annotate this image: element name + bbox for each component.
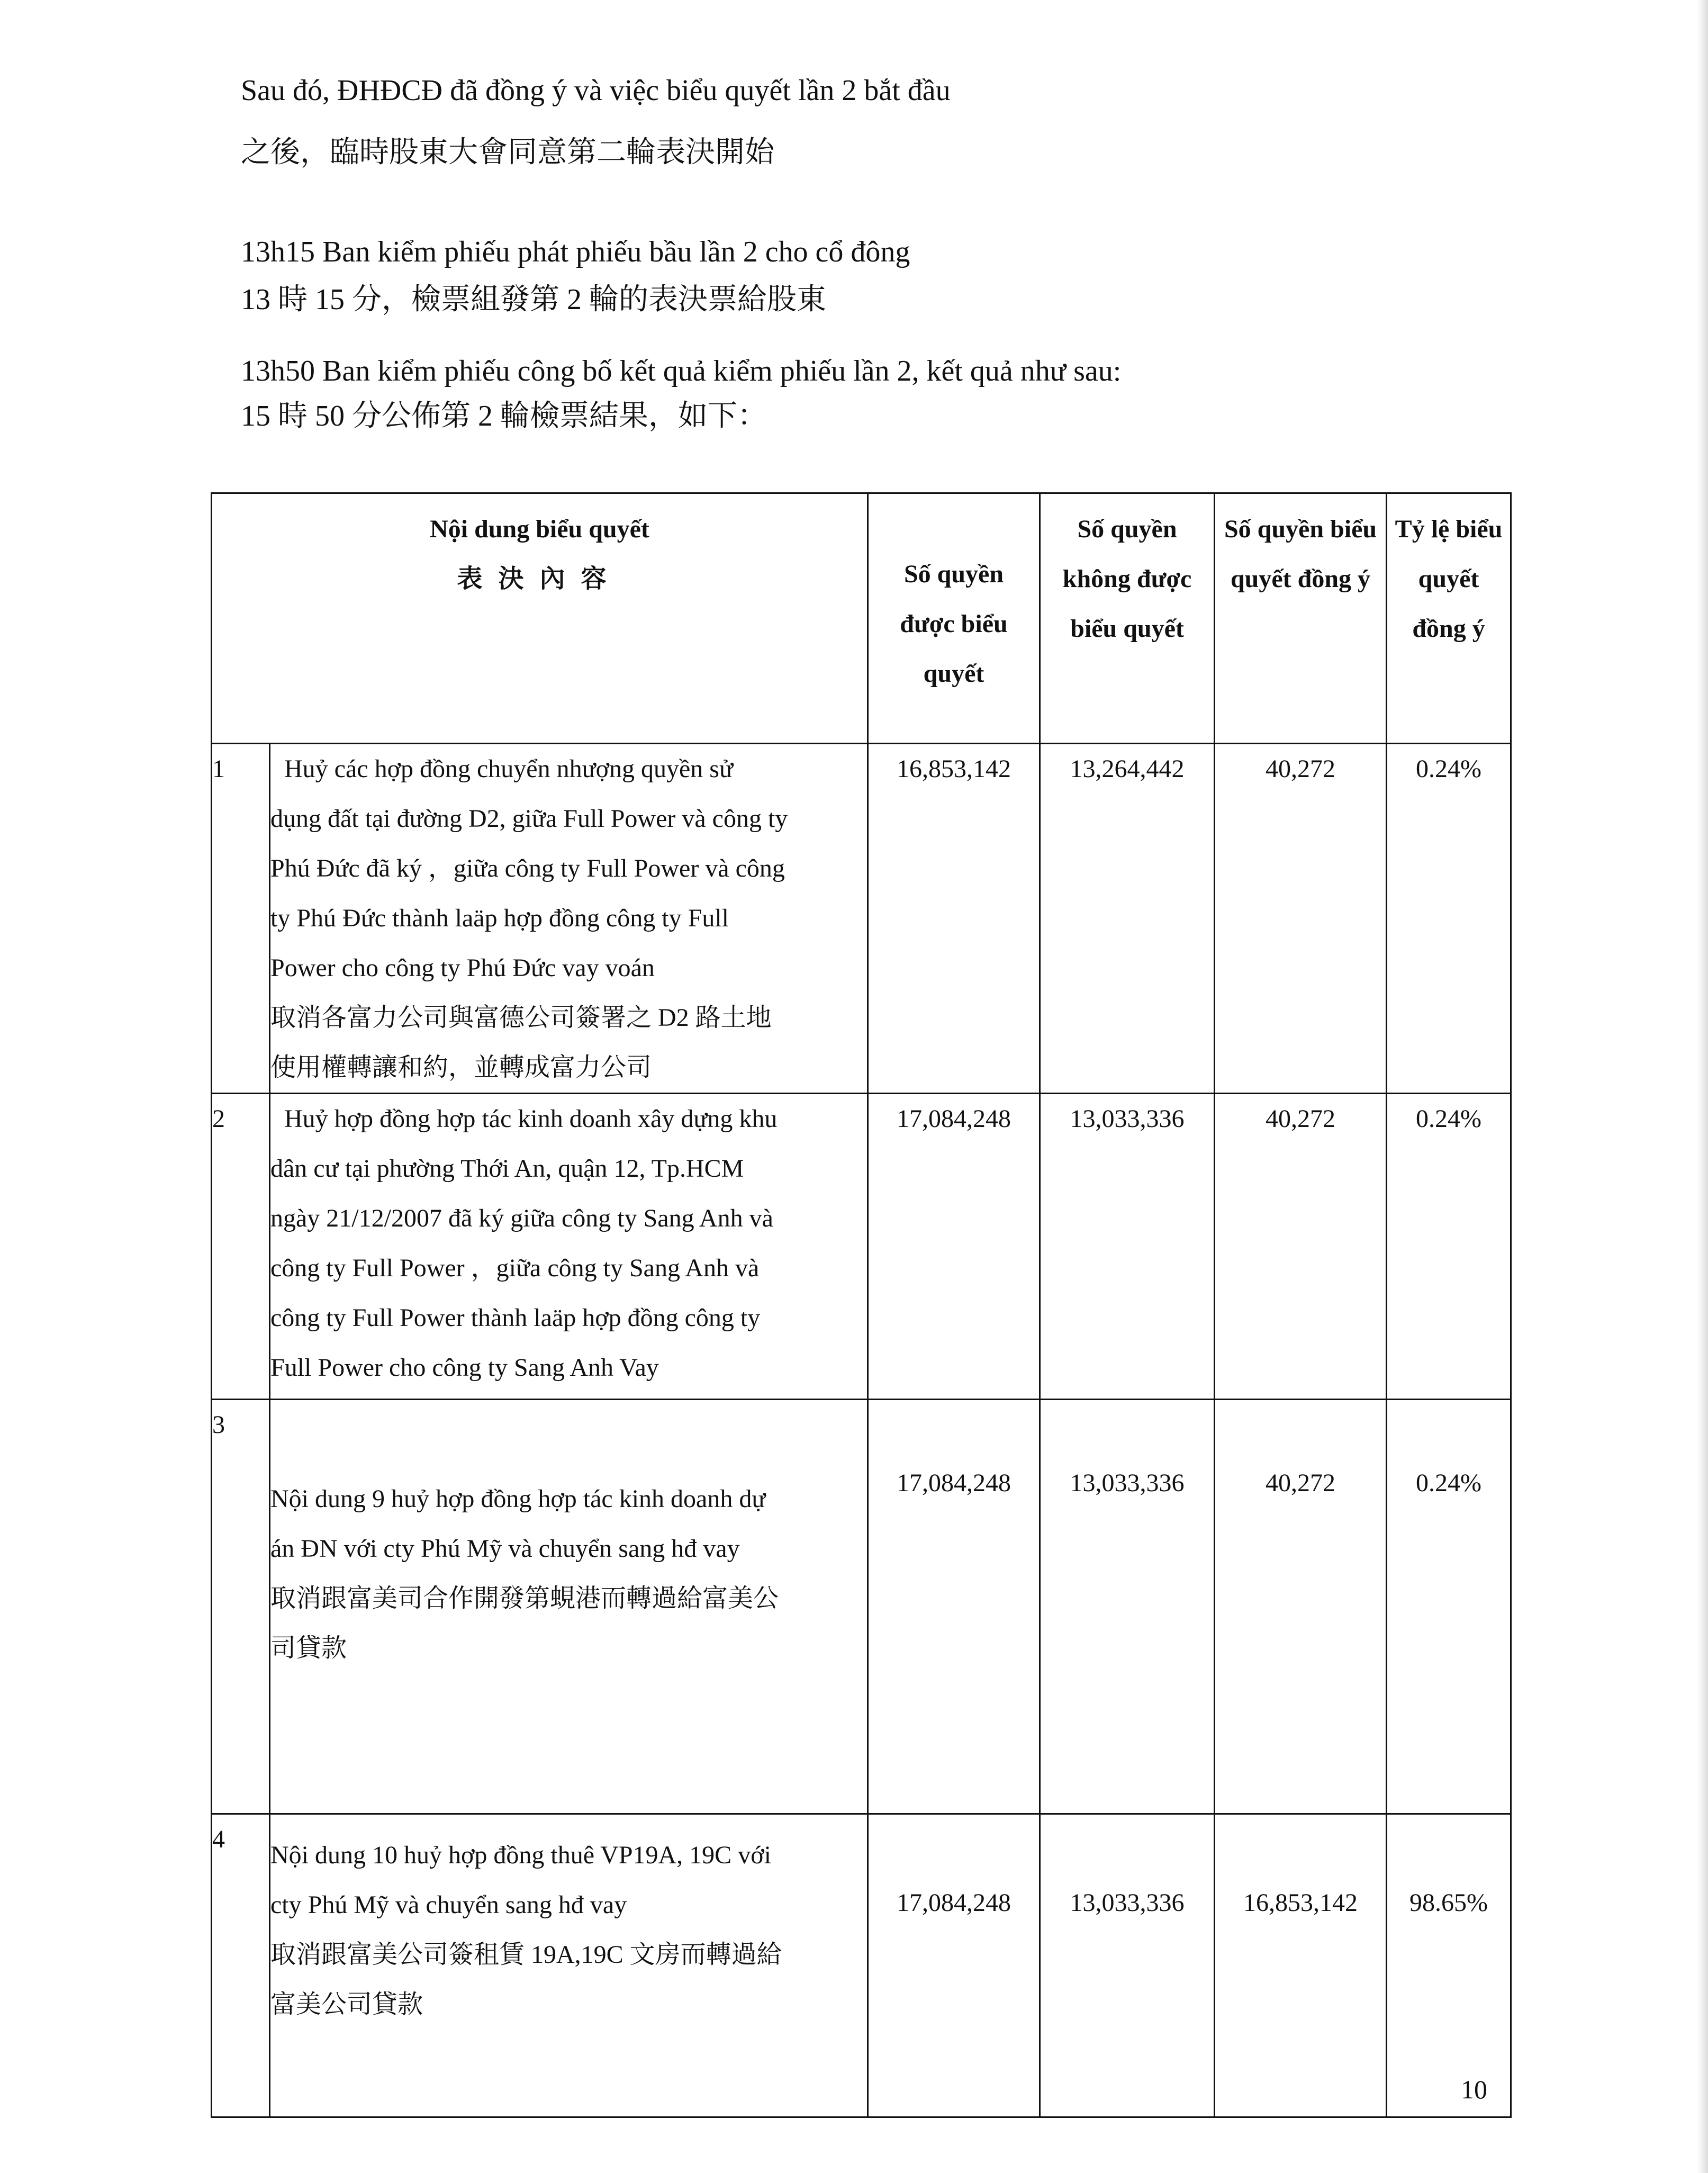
table-row [212,1814,1511,2117]
row-index: 2 [212,1094,270,1400]
row-eligible-votes: 16,853,142 [868,744,1040,1094]
table-row [212,744,1511,1094]
row-content: Huỷ các hợp đồng chuyển nhượng quyền sử dụng đất tại đường D2, giữa Full Power và công ty Phú Đức đã ký ，giữa công ty Full Power và công ty Phú Đức thành laäp hợp đồng công ty Full Power cho công ty Phú Đức vay voán 取消各富力公司與富德公司簽署之 D2 路土地 使用權轉讓和約，並轉成富力公司 [270,744,868,1094]
row-eligible-votes: 17,084,248 [868,1814,1040,2117]
row-eligible-votes: 17,084,248 [868,1400,1040,1814]
row-approve-votes: 40,272 [1215,1094,1387,1400]
table-row [212,1094,1511,1400]
row-approve-ratio: 0.24% [1387,744,1511,1094]
header-ineligible-votes: Số quyền không được biểu quyết [1040,493,1215,744]
header-content-label-zh: 表決內容 [457,565,622,593]
page-edge-shadow [1697,0,1708,2173]
row-content: Huỷ hợp đồng hợp tác kinh doanh xây dựng khu dân cư tại phường Thới An, quận 12, Tp.HCM ngày 21/12/2007 đã ký giữa công ty Sang Anh và công ty Full Power ，giữa công ty Sang Anh và công ty Full Power thành laäp hợp đồng công ty Full Power cho công ty Sang Anh Vay [270,1094,868,1400]
row-ineligible-votes: 13,033,336 [1040,1814,1215,2117]
paragraph-ballot-distribution: 13h15 Ban kiểm phiếu phát phiếu bầu lần 2 cho cổ đông [241,236,910,268]
row-approve-votes: 40,272 [1215,744,1387,1094]
row-approve-ratio: 98.65% [1387,1814,1511,2117]
row-approve-ratio: 0.24% [1387,1094,1511,1400]
header-eligible-votes: Số quyền được biểu quyết [868,493,1040,744]
paragraph-vote-start: Sau đó, ĐHĐCĐ đã đồng ý và việc biểu quyết lần 2 bắt đầu [241,74,951,107]
row-eligible-votes: 17,084,248 [868,1094,1040,1400]
row-ineligible-votes: 13,264,442 [1040,744,1215,1094]
row-index: 4 [212,1814,270,2117]
row-approve-votes: 40,272 [1215,1400,1387,1814]
row-index: 1 [212,744,270,1094]
header-approve-votes: Số quyền biểu quyết đồng ý [1215,493,1387,744]
row-ineligible-votes: 13,033,336 [1040,1400,1215,1814]
row-content: Nội dung 10 huỷ hợp đồng thuê VP19A, 19C với cty Phú Mỹ và chuyển sang hđ vay 取消跟富美公司簽租賃 19A,19C 文房而轉過給 富美公司貸款 [270,1814,868,2117]
paragraph-results-announcement: 13h50 Ban kiểm phiếu công bố kết quả kiểm phiếu lần 2, kết quả như sau: [241,355,1122,387]
paragraph-results-announcement-zh: 15 時 50 分公佈第 2 輪檢票結果，如下： [241,400,767,432]
paragraph-ballot-distribution-zh: 13 時 15 分，檢票組發第 2 輪的表決票給股東 [241,283,826,316]
paragraph-vote-start-zh: 之後，臨時股東大會同意第二輪表決開始 [241,136,774,169]
table-header-row [212,493,1511,744]
page-number: 10 [1461,2075,1487,2104]
table-row [212,1400,1511,1814]
header-content [212,493,868,744]
vote-results-table [211,492,1512,2118]
row-ineligible-votes: 13,033,336 [1040,1094,1215,1400]
row-approve-ratio: 0.24% [1387,1400,1511,1814]
row-content: Nội dung 9 huỷ hợp đồng hợp tác kinh doanh dự án ĐN với cty Phú Mỹ và chuyển sang hđ vay 取消跟富美司合作開發第蜆港而轉過給富美公 司貸款 [270,1400,868,1814]
row-approve-votes: 16,853,142 [1215,1814,1387,2117]
header-approve-ratio: Tỷ lệ biểu quyết đồng ý [1387,493,1511,744]
header-content-label: Nội dung biểu quyết [430,515,649,543]
row-index: 3 [212,1400,270,1814]
